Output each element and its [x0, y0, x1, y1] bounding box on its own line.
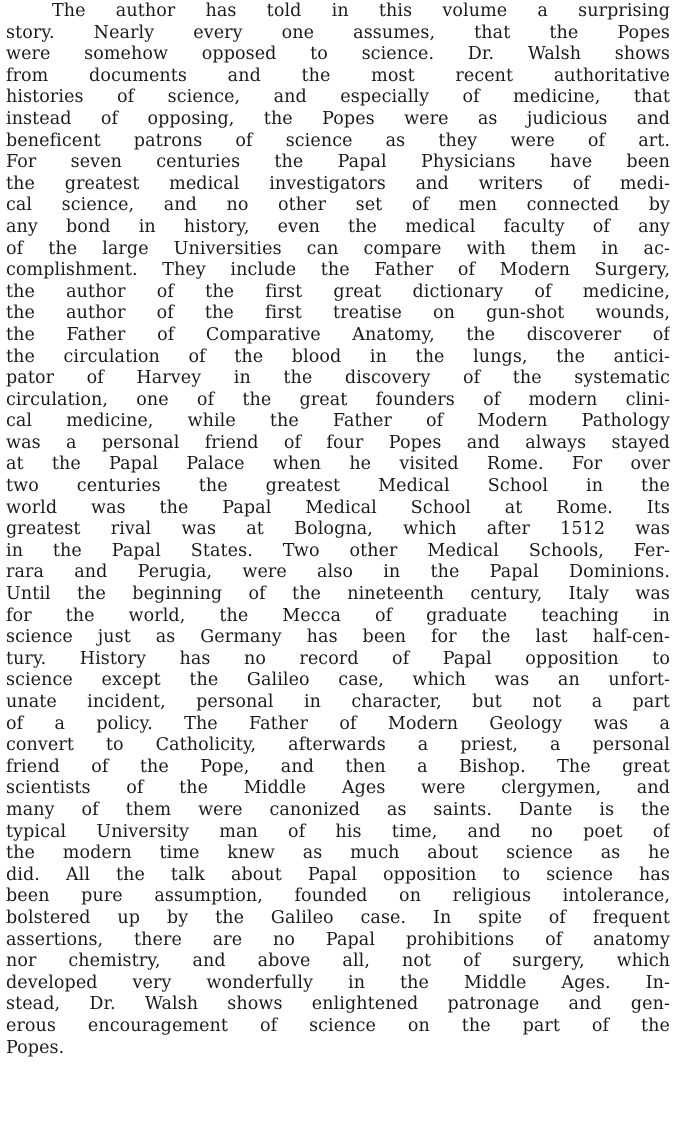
article-line: were somehow opposed to science. Dr. Walsh shows: [6, 44, 670, 65]
article-line: circulation, one of the great founders of modern clini-: [6, 389, 670, 410]
article-line: bolstered up by the Galileo case. In spite of frequent: [6, 907, 670, 928]
article-line: of a policy. The Father of Modern Geology was a: [6, 713, 670, 734]
article-line: histories of science, and especially of medicine, that: [6, 87, 670, 108]
article-line: greatest rival was at Bologna, which after 1512 was: [6, 519, 670, 540]
article-line: assertions, there are no Papal prohibitions of anatomy: [6, 929, 670, 950]
article-line: beneficent patrons of science as they were of art.: [6, 130, 670, 151]
article-line: convert to Catholicity, afterwards a priest, a personal: [6, 735, 670, 756]
article-line: rara and Perugia, were also in the Papal Dominions.: [6, 562, 670, 583]
article-line: tury. History has no record of Papal opposition to: [6, 648, 670, 669]
article-line: erous encouragement of science on the part of the: [6, 1015, 670, 1036]
article-line: pator of Harvey in the discovery of the systematic: [6, 368, 670, 389]
article-line: the author of the first great dictionary of medicine,: [6, 281, 670, 302]
article-line: the modern time knew as much about science as he: [6, 843, 670, 864]
article-line: scientists of the Middle Ages were clergymen, and: [6, 778, 670, 799]
article-text: [6, 1, 670, 1059]
article-line: For seven centuries the Papal Physicians have been: [6, 152, 670, 173]
article-line: from documents and the most recent authoritative: [6, 65, 670, 86]
article-line: cal science, and no other set of men connected by: [6, 195, 670, 216]
article-line: stead, Dr. Walsh shows enlightened patronage and gen-: [6, 994, 670, 1015]
article-line: was a personal friend of four Popes and always stayed: [6, 432, 670, 453]
article-line: Until the beginning of the nineteenth century, Italy was: [6, 584, 670, 605]
article-line: science except the Galileo case, which was an unfort-: [6, 670, 670, 691]
article-line: story. Nearly every one assumes, that the Popes: [6, 22, 670, 43]
article-line: instead of opposing, the Popes were as judicious and: [6, 108, 670, 129]
article-line: nor chemistry, and above all, not of surgery, which: [6, 951, 670, 972]
article-line: complishment. They include the Father of Modern Surgery,: [6, 260, 670, 281]
article-line: two centuries the greatest Medical School in the: [6, 476, 670, 497]
article-line: any bond in history, even the medical faculty of any: [6, 216, 670, 237]
article-line: The author has told in this volume a surprising: [52, 1, 670, 21]
article-line: the circulation of the blood in the lungs, the antici-: [6, 346, 670, 367]
article-line: been pure assumption, founded on religious intolerance,: [6, 886, 670, 907]
article-line: in the Papal States. Two other Medical Schools, Fer-: [6, 540, 670, 561]
article-line: at the Papal Palace when he visited Rome. For over: [6, 454, 670, 475]
article-line: developed very wonderfully in the Middle Ages. In-: [6, 972, 670, 993]
article-line: the Father of Comparative Anatomy, the discoverer of: [6, 324, 670, 345]
article-line: did. All the talk about Papal opposition to science has: [6, 864, 670, 885]
article-line: world was the Papal Medical School at Rome. Its: [6, 497, 670, 518]
article-line: the author of the first treatise on gun-shot wounds,: [6, 303, 670, 324]
article-line: friend of the Pope, and then a Bishop. The great: [6, 756, 670, 777]
article-line: unate incident, personal in character, but not a part: [6, 692, 670, 712]
article-line: the greatest medical investigators and writers of medi-: [6, 173, 670, 194]
article-line: science just as Germany has been for the last half-cen-: [6, 627, 670, 648]
article-line: for the world, the Mecca of graduate teaching in: [6, 605, 670, 626]
article-line: Popes.: [6, 1037, 65, 1058]
article-line: many of them were canonized as saints. Dante is the: [6, 799, 670, 820]
article-line: cal medicine, while the Father of Modern Pathology: [6, 411, 670, 432]
article-line: of the large Universities can compare with them in ac-: [6, 238, 670, 259]
article-line: typical University man of his time, and no poet of: [6, 821, 670, 842]
